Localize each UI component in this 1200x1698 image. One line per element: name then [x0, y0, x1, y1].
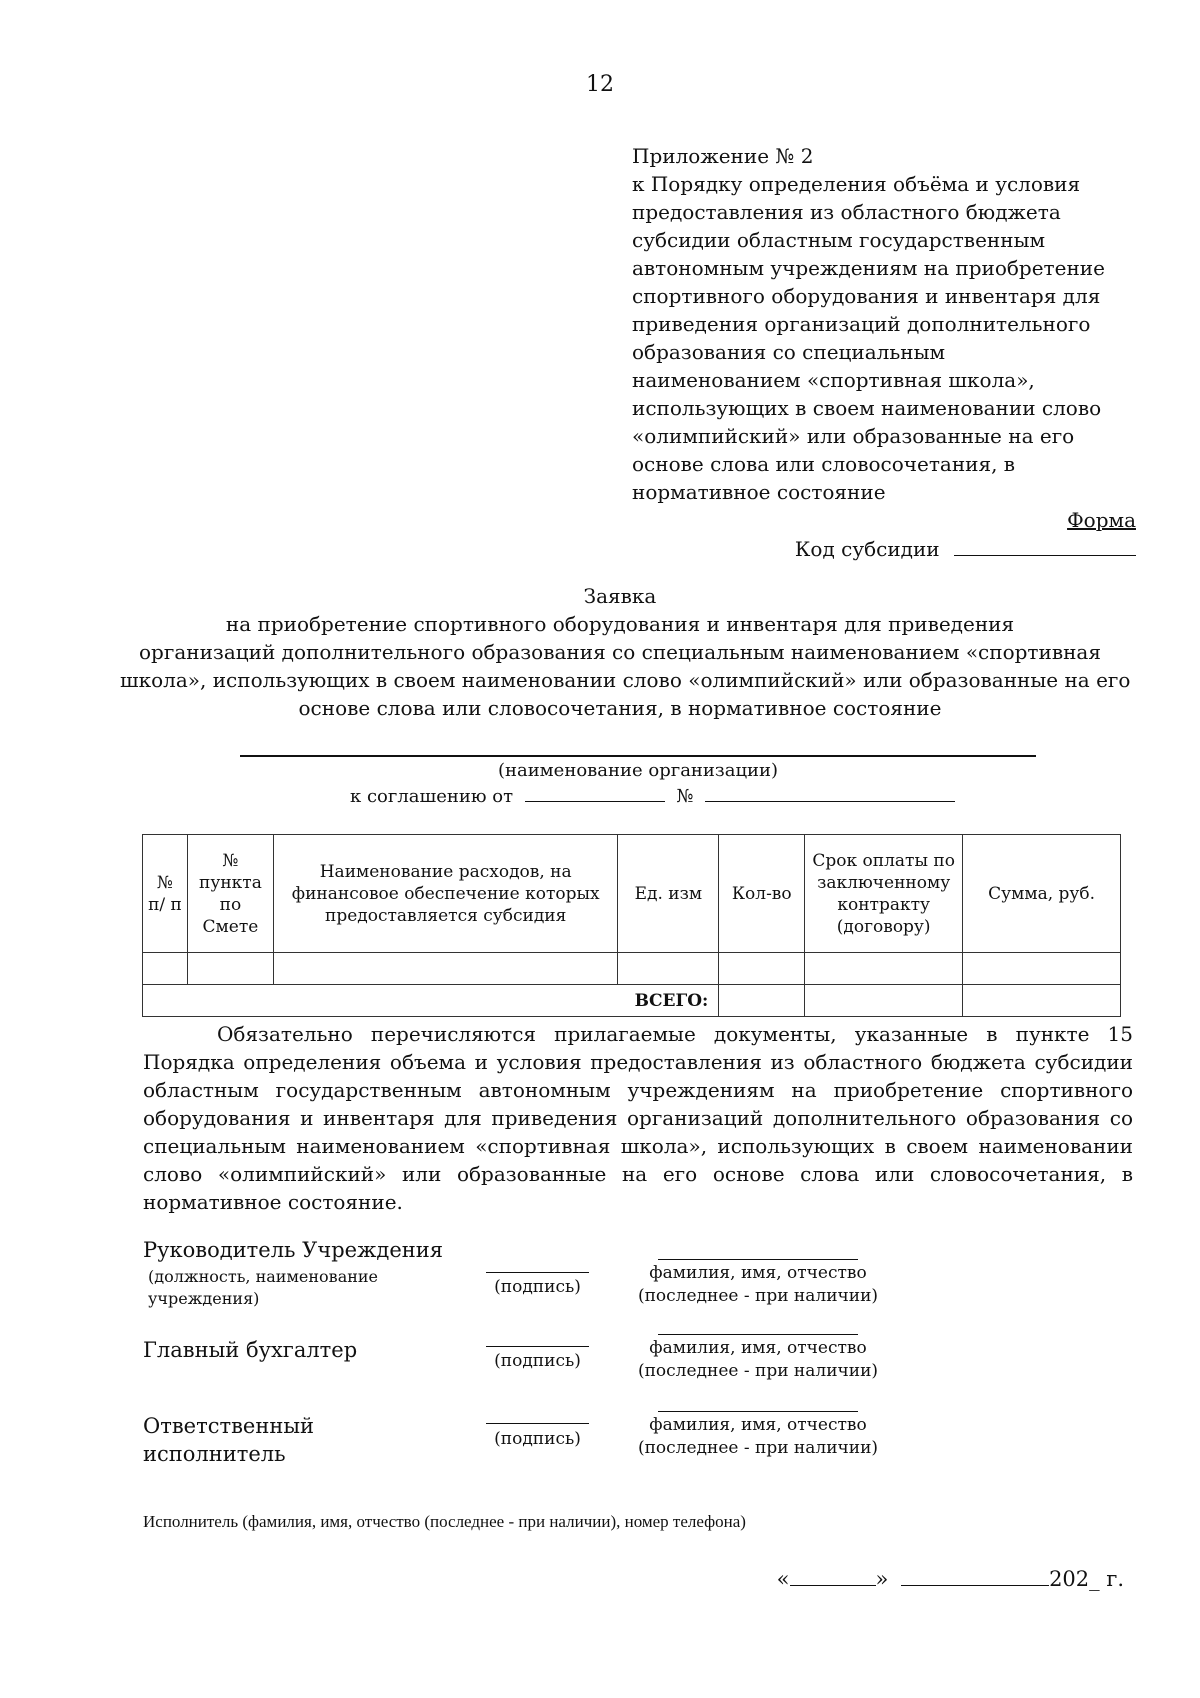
appendix-title: Приложение № 2 — [632, 144, 814, 168]
request-line: организаций дополнительного образования со специальным наименованием «спортивная — [139, 640, 1101, 664]
header-cell: Кол-во — [719, 835, 805, 953]
total-cell[interactable] — [719, 985, 805, 1017]
signature-role: Ответственный — [143, 1414, 315, 1438]
request-title: Заявка — [583, 584, 657, 608]
header-cell: Срок оплаты по заключенному контракту (договору) — [805, 835, 963, 953]
executor-note: Исполнитель (фамилия, имя, отчество (последнее - при наличии), номер телефона) — [143, 1512, 746, 1531]
request-line: школа», использующих в своем наименовании слово «олимпийский» или образованные на его — [120, 668, 1131, 692]
table-cell[interactable] — [963, 953, 1121, 985]
signature-caption: (подпись) — [494, 1429, 581, 1449]
signature-role: Руководитель Учреждения — [143, 1238, 443, 1262]
expenses-table — [142, 834, 1121, 1017]
agreement-number-field[interactable] — [705, 785, 955, 802]
table-header-row — [143, 835, 1121, 953]
name-caption-note: (последнее - при наличии) — [637, 1286, 879, 1306]
request-line: основе слова или словосочетания, в нормативное состояние — [298, 696, 942, 720]
total-label: ВСЕГО: — [143, 985, 719, 1017]
subsidy-code-row — [795, 535, 1136, 563]
table-cell[interactable] — [805, 953, 963, 985]
organization-caption: (наименование организации) — [497, 760, 779, 781]
name-caption: фамилия, имя, отчество — [649, 1263, 867, 1283]
date-open-quote: « — [776, 1567, 790, 1591]
subsidy-code-label: Код субсидии — [794, 537, 940, 561]
appendix-line: автономным учреждениям на приобретение — [632, 256, 1105, 280]
signature-line[interactable] — [486, 1423, 589, 1424]
appendix-line: основе слова или словосочетания, в — [632, 452, 1016, 476]
signature-line[interactable] — [486, 1272, 589, 1273]
name-line[interactable] — [658, 1259, 858, 1260]
subsidy-code-field[interactable] — [954, 535, 1136, 556]
appendix-line: «олимпийский» или образованные на его — [632, 424, 1075, 448]
appendix-line: использующих в своем наименовании слово — [632, 396, 1102, 420]
appendix-line: образования со специальным — [632, 340, 946, 364]
table-cell[interactable] — [618, 953, 719, 985]
request-line: на приобретение спортивного оборудования и инвентаря для приведения — [225, 612, 1015, 636]
table-total-row — [143, 985, 1121, 1017]
header-cell: Сумма, руб. — [963, 835, 1121, 953]
date-row — [777, 1565, 1124, 1591]
agreement-row — [350, 785, 955, 809]
appendix-line: к Порядку определения объёма и условия — [632, 172, 1081, 196]
name-caption: фамилия, имя, отчество — [649, 1338, 867, 1358]
header-cell: Ед. изм — [618, 835, 719, 953]
signature-line[interactable] — [486, 1346, 589, 1347]
page-number: 12 — [586, 72, 614, 97]
appendix-block — [632, 142, 1112, 506]
table-cell[interactable] — [143, 953, 188, 985]
name-caption-note: (последнее - при наличии) — [637, 1438, 879, 1458]
date-close-quote: » — [875, 1567, 889, 1591]
appendix-line: спортивного оборудования и инвентаря для — [632, 284, 1101, 308]
table-cell[interactable] — [719, 953, 805, 985]
agreement-date-field[interactable] — [525, 785, 665, 802]
header-cell: № пункта по Смете — [187, 835, 273, 953]
total-cell[interactable] — [805, 985, 963, 1017]
appendix-line: нормативное состояние — [632, 480, 886, 504]
agreement-prefix: к соглашению от — [350, 786, 514, 807]
organization-name-line[interactable] — [240, 755, 1036, 757]
header-cell: № п/ п — [143, 835, 188, 953]
request-title-block — [120, 582, 1131, 722]
signature-role-note: (должность, наименование учреждения) — [148, 1267, 379, 1308]
date-year: 202_ г. — [1049, 1567, 1124, 1591]
table-row — [143, 953, 1121, 985]
date-day-field[interactable] — [790, 1565, 876, 1586]
table-cell[interactable] — [187, 953, 273, 985]
appendix-line: субсидии областным государственным — [632, 228, 1046, 252]
signature-caption: (подпись) — [494, 1277, 581, 1297]
date-month-field[interactable] — [901, 1565, 1049, 1586]
appendix-line: предоставления из областного бюджета — [632, 200, 1061, 224]
name-caption: фамилия, имя, отчество — [649, 1415, 867, 1435]
signature-role: Главный бухгалтер — [143, 1338, 358, 1362]
form-label: Форма — [1067, 508, 1136, 532]
paragraph-text: Обязательно перечисляются прилагаемые документы, указанные в пункте 15 Порядка определения объема и условия предоставления из областного бюджета субсидии областным государственным автономным учреждениям на приобретение спортивного оборудования и инвентаря для приведения организаций дополнительного образования со специальным наименованием «спортивная школа», использующих в своем наименовании слово «олимпийский» или образованные на его основе слова или словосочетания, в нормативное состояние. — [143, 1022, 1133, 1214]
header-cell: Наименование расходов, на финансовое обеспечение которых предоставляется субсидия — [273, 835, 618, 953]
appendix-line: наименованием «спортивная школа», — [632, 368, 1035, 392]
documents-paragraph — [143, 1020, 1133, 1216]
agreement-number-sign: № — [676, 786, 694, 807]
name-caption-note: (последнее - при наличии) — [637, 1361, 879, 1381]
total-cell[interactable] — [963, 985, 1121, 1017]
name-line[interactable] — [658, 1334, 858, 1335]
name-line[interactable] — [658, 1411, 858, 1412]
signature-caption: (подпись) — [494, 1351, 581, 1371]
signature-role: исполнитель — [143, 1442, 286, 1466]
appendix-line: приведения организаций дополнительного — [632, 312, 1091, 336]
table-cell[interactable] — [273, 953, 618, 985]
